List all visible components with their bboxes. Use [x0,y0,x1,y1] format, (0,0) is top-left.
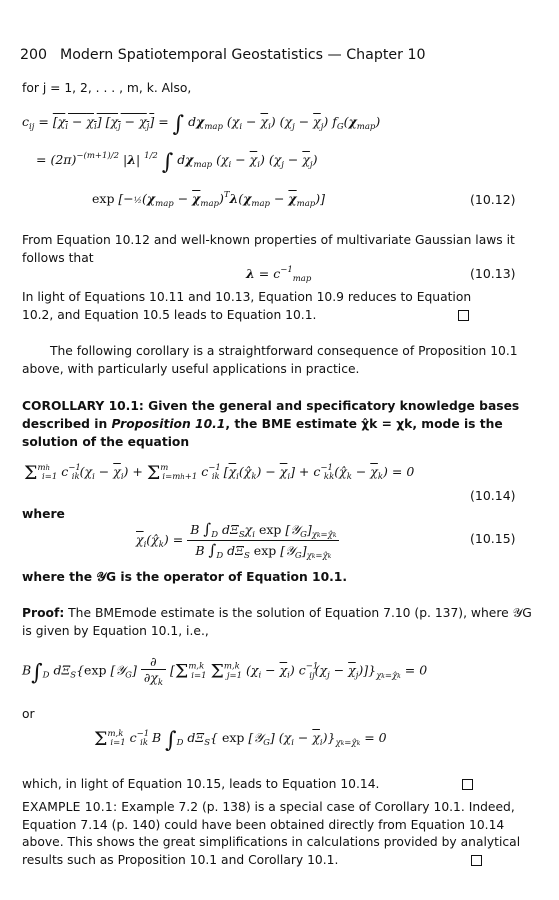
equation-10-15: $\overline{\chi}_i(\chî_k)$ = $\frac{B \int_D d\Xi_S\chi_i \exp [𝒴_G]_{\chi k=\chîk}}{B \int_D d\Xi_S \exp [𝒴_G]_{\chi k=\chîk}}$ [136,520,339,561]
equation-number-10-13: (10.13) [470,266,516,281]
proof-equation-2: Σ$^{m,k}_{i=1}$ $c^{-1}_{ik}$ B $\int_D$ $d\Xi_S${ exp [𝒴$_G$] $(\chi_i - \overline{\chi}_i)\}_{\chi k=\chîk} = 0$ [94,728,387,753]
corollary-text-b: , the BME estimate χ̂k = χk, mode is the solution of the equation [22,417,503,449]
qed-square-icon [462,779,473,790]
operator-line: where the 𝒴G is the operator of Equation 10.1. [22,570,348,584]
paragraph-gaussian-laws: From Equation 10.12 and well-known properties of multivariate Gaussian laws it follows that [22,233,515,265]
example-10-1 [22,799,534,869]
page-header [20,47,540,63]
proof-equation-1: $B\int_D$ $d\Xi_S\{\exp$ [𝒴$_G$] $\frac{\partial}{\partial\chi_k}$ [$\Sigma^{m,k}_{i=1}$ Σ$^{m,k}_{j=1}$ $(\chi_i - \overline{\chi}_i) c^{-1}_{ij}(\chi_j - \overline{\chi}_j)]\}_{\chi k=\chîk} = 0$ [22,654,428,688]
corollary-label: COROLLARY 10.1: [22,399,144,413]
example-text: Example 7.2 (p. 138) is a special case of Corollary 10.1. Indeed, Equation 7.14 (p. 140) could have been obtained directly from Equation 10.14 above. This shows the great simplifications in calculations provided by analytical results such as Proposition 10.1 and Corollary 10.1. [22,800,521,867]
paragraph-conclusion: which, in light of Equation 10.15, leads to Equation 10.14. [22,777,380,791]
example-label: EXAMPLE 10.1: [22,800,118,814]
equation-10-12-line-2: = $(2\pi)^{-(m+1)/2}$ |λ| $^{1/2}$ ∫ $d\chi_{map}$ $(\chi_i - \overline{\chi}_i) (\chi_j - \overline{\chi}_j)$ [36,150,318,175]
proof-text: The BMEmode estimate is the solution of Equation 7.10 (p. 137), where 𝒴G is given by Equation 10.1, i.e., [22,606,532,638]
running-title: Modern Spatiotemporal Geostatistics — Chapter 10 [60,47,426,63]
paragraph-corollary-intro: The following corollary is a straightforward consequence of Proposition 10.1 above, with particularly useful applications in practice. [22,344,518,376]
corollary-10-1-statement [22,397,540,451]
equation-10-13: $\lambda = c^{-1}_{map}$ [246,265,312,284]
page-number: 200 [20,47,48,63]
qed-square-icon [458,310,469,321]
equation-10-12-line-3: $\exp [-\frac{1}{2}(\chi_{map} - \overline{\chi}_{map})^T\lambda(\chi_{map} - \overline{\chi}_{map})]$ [92,190,325,209]
equation-number-10-12: (10.12) [470,192,516,207]
where-label: where [22,507,65,521]
equation-number-10-14: (10.14) [470,488,516,503]
proof-label: Proof: [22,606,65,620]
or-label: or [22,707,35,721]
equation-number-10-15: (10.15) [470,531,516,546]
equation-10-14: $\Sigma^{mh}_{i=1}$ $c^{-1}_{ik}(\chi_i - \overline{\chi}_i) + \Sigma^m_{i=mh+1}$ $c^{-1}_{ik}$ $[\overline{\chi}_i(\chî_k) - \overline{\chi}_i]$ + $c^{-1}_{kk}(\chî_k - \overline{\chi}_k) = 0$ [24,462,415,484]
proof-paragraph [22,605,540,640]
qed-square-icon [471,855,482,866]
intro-line: for j = 1, 2, . . . , m, k. Also, [22,81,192,95]
corollary-text-em: Proposition 10.1 [111,417,226,431]
equation-10-12-line-1: $c_{ij} = [\chi_i - \chi_i] [\chi_j - \chi_j]$ = ∫ $d\chi_{map}$ $(\chi_i - \overline{\chi}_i) (\chi_j - \overline{\chi}_j)$ $f_G(\chi_{map})$ [22,112,381,137]
paragraph-reduces: In light of Equations 10.11 and 10.13, Equation 10.9 reduces to Equation 10.2, and Equation 10.5 leads to Equation 10.1. [22,290,472,322]
corollary-text-a: Given the general and specificatory knowledge bases described in [22,399,520,431]
